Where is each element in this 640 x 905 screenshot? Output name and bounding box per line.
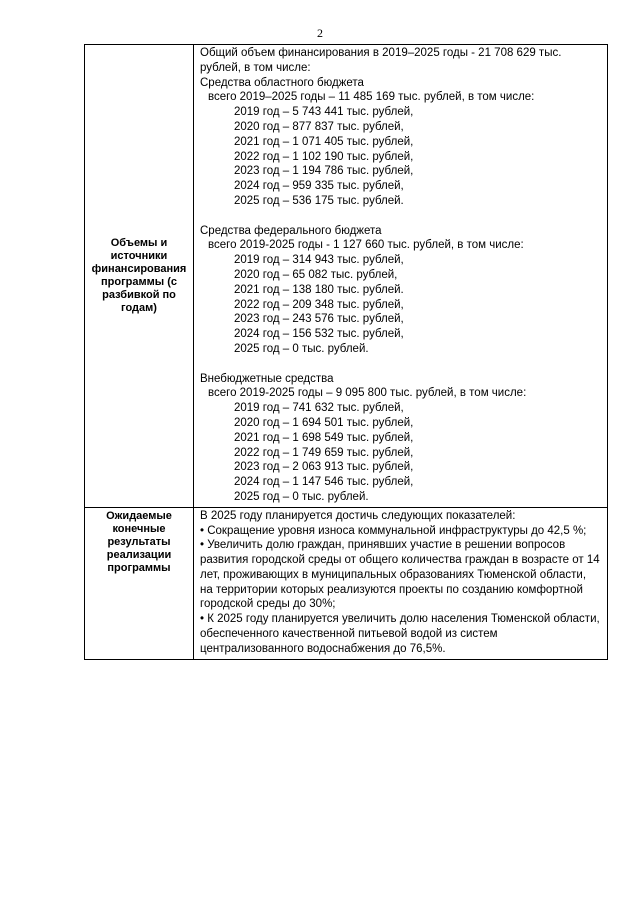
results-label: Ожидаемые конечные результаты реализации программы — [85, 507, 194, 659]
financing-label: Объемы и источники финансирования программы (с разбивкой по годам) — [85, 45, 194, 508]
extrabudgetary-year: 2019 год – 741 632 тыс. рублей, — [234, 402, 404, 415]
extrabudgetary-total: всего 2019-2025 годы – 9 095 800 тыс. рублей, в том числе: — [208, 387, 527, 400]
extrabudgetary-year: 2021 год – 1 698 549 тыс. рублей, — [234, 431, 414, 444]
regional-budget-year: 2025 год – 536 175 тыс. рублей. — [234, 194, 404, 207]
federal-budget-year: 2022 год – 209 348 тыс. рублей, — [234, 298, 404, 311]
federal-budget-year: 2023 год – 243 576 тыс. рублей, — [234, 313, 404, 326]
regional-budget-year: 2019 год – 5 743 441 тыс. рублей, — [234, 106, 414, 119]
page-number: 2 — [317, 26, 323, 40]
program-passport-table — [84, 44, 608, 660]
results-bullet: • Увеличить долю граждан, принявших участие в решении вопросов развития городской среды от общего количества граждан в возрасте от 14 лет, проживающих в муниципальных образованиях Тюменской области, на территории которых реализуются проекты по созданию комфортной городской среды до 30%; — [200, 539, 600, 611]
regional-budget-title: Средства областного бюджета — [200, 76, 364, 89]
extrabudgetary-year: 2022 год – 1 749 659 тыс. рублей, — [234, 446, 414, 459]
federal-budget-year: 2020 год – 65 082 тыс. рублей, — [234, 268, 398, 281]
results-bullet: • К 2025 году планируется увеличить долю населения Тюменской области, обеспеченного качественной питьевой водой из систем централизованного водоснабжения до 76,5%. — [200, 613, 600, 655]
financing-content — [194, 45, 608, 508]
federal-budget-title: Средства федерального бюджета — [200, 224, 382, 237]
regional-budget-year: 2020 год – 877 837 тыс. рублей, — [234, 120, 404, 133]
regional-budget-year: 2022 год – 1 102 190 тыс. рублей, — [234, 150, 414, 163]
results-row — [85, 507, 608, 659]
extrabudgetary-year: 2023 год – 2 063 913 тыс. рублей, — [234, 461, 414, 474]
financing-row — [85, 45, 608, 508]
extrabudgetary-year: 2025 год – 0 тыс. рублей. — [234, 490, 369, 503]
regional-budget-total: всего 2019–2025 годы – 11 485 169 тыс. рублей, в том числе: — [208, 91, 535, 104]
federal-budget-year: 2019 год – 314 943 тыс. рублей, — [234, 254, 404, 267]
federal-budget-year: 2024 год – 156 532 тыс. рублей, — [234, 328, 404, 341]
federal-budget-year: 2021 год – 138 180 тыс. рублей. — [234, 283, 404, 296]
extrabudgetary-year: 2020 год – 1 694 501 тыс. рублей, — [234, 416, 414, 429]
regional-budget-year: 2021 год – 1 071 405 тыс. рублей, — [234, 135, 414, 148]
results-bullet: • Сокращение уровня износа коммунальной инфраструктуры до 42,5 %; — [200, 524, 587, 537]
results-content — [194, 507, 608, 659]
federal-budget-total: всего 2019-2025 годы - 1 127 660 тыс. рублей, в том числе: — [208, 239, 524, 252]
extrabudgetary-title: Внебюджетные средства — [200, 372, 334, 385]
federal-budget-year: 2025 год – 0 тыс. рублей. — [234, 342, 369, 355]
regional-budget-year: 2024 год – 959 335 тыс. рублей, — [234, 180, 404, 193]
results-intro: В 2025 году планируется достичь следующих показателей: — [200, 509, 516, 522]
regional-budget-year: 2023 год – 1 194 786 тыс. рублей, — [234, 165, 414, 178]
extrabudgetary-year: 2024 год – 1 147 546 тыс. рублей, — [234, 476, 414, 489]
financing-intro: Общий объем финансирования в 2019–2025 годы - 21 708 629 тыс. рублей, в том числе: — [200, 47, 562, 74]
